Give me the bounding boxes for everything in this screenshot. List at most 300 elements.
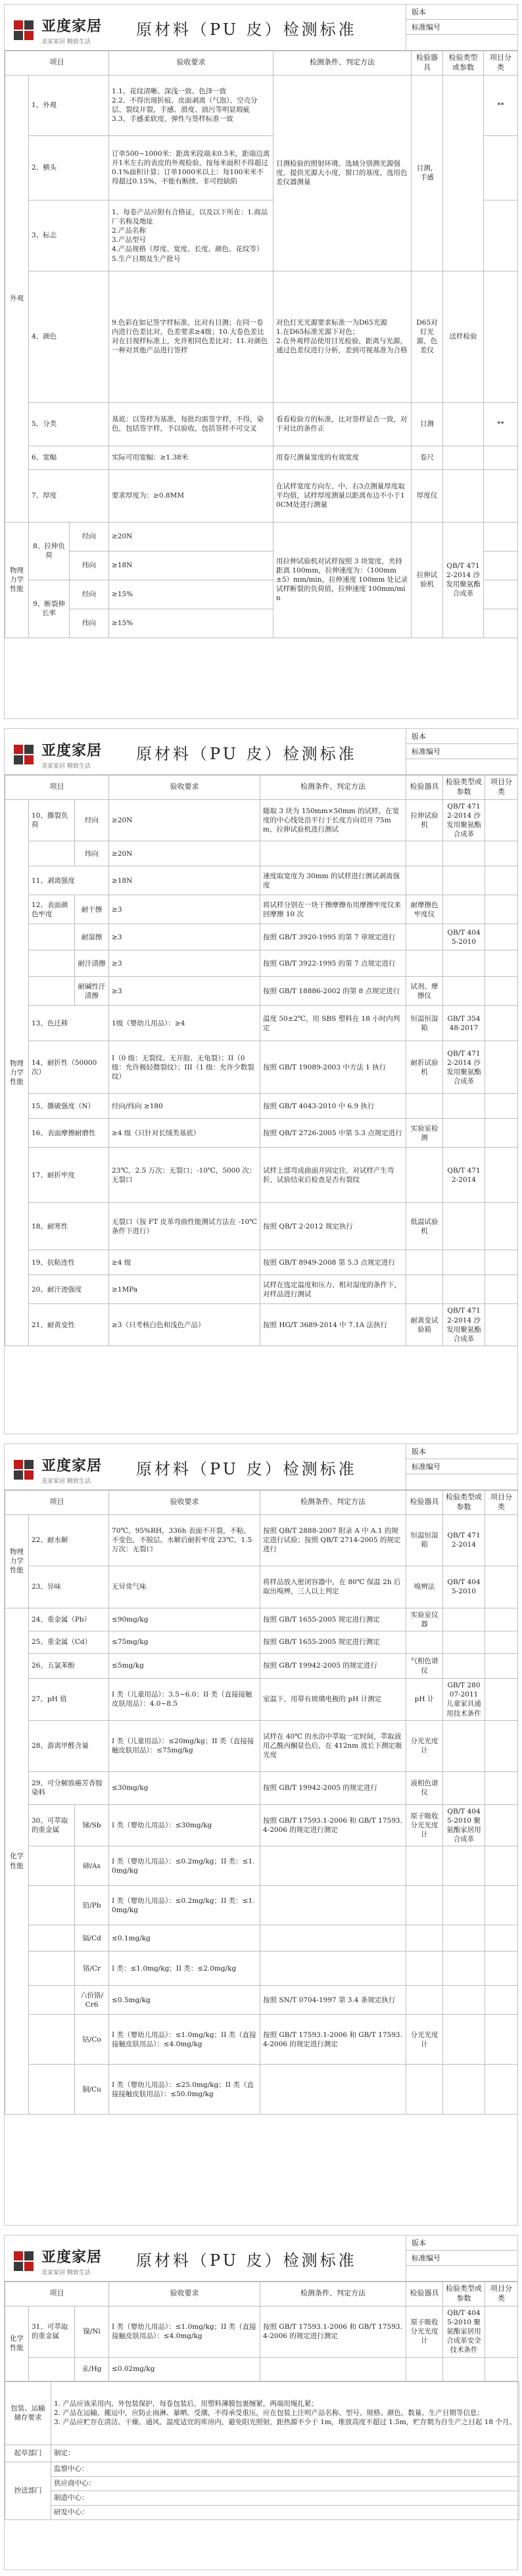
row-level: [485, 2357, 518, 2381]
row-item: 25、重金属（Cd）: [29, 1631, 109, 1654]
tool-appearance: 目测，手感: [412, 75, 443, 271]
logo-mark-icon: [14, 745, 36, 764]
row-sub: 纬向: [75, 841, 109, 866]
col-method: 检测条件、判定方法: [273, 51, 412, 76]
row-ref: [443, 1771, 485, 1804]
dept-label: 起草部门: [5, 2445, 51, 2462]
row-level: [485, 2065, 518, 2115]
col-level: 项目分类: [485, 1491, 518, 1515]
table-row: [5, 1203, 518, 1250]
row-ref: [443, 1952, 485, 1986]
row-method: [260, 841, 406, 866]
table-row: [5, 1986, 518, 2015]
logo-mark-icon: [14, 20, 36, 40]
row-item: 11、剥离强度: [29, 866, 109, 895]
meta-blank: [406, 759, 517, 774]
ref-tensile: QB/T 4712-2014 沙发用聚氨酯合成革: [443, 522, 484, 638]
req-width: 实际可用宽幅：≥1.38米: [109, 446, 273, 469]
row-method: 室温下，用带有玻璃电极的 pH 计测定: [260, 1679, 406, 1721]
page-header: [5, 2236, 517, 2282]
logo-mark-icon: [14, 1460, 36, 1480]
row-ref: [443, 2015, 485, 2065]
table-row: [5, 1250, 518, 1275]
row-level: [485, 1566, 518, 1608]
meta-blank: [406, 1474, 517, 1489]
col-level: 项目分类: [485, 2282, 518, 2307]
col-tool: 检验器具: [406, 776, 443, 800]
row-method: 按照 GB/T 19089-2003 中方法 1 执行: [260, 1041, 406, 1094]
row-level: [485, 1608, 518, 1631]
document-title: 原材料（PU 皮）检测标准: [136, 1460, 357, 1478]
row-requirement: I 类（婴幼儿用品）：≤0.2mg/kg；II 类：≤1.0mg/kg: [109, 1846, 260, 1886]
row-ref: QB/T 4712-2014 沙发用聚氨酯合成革: [443, 1041, 485, 1094]
section-physical: 物理力学性能: [5, 522, 29, 638]
row-level: [485, 1846, 518, 1886]
page-3: [4, 1443, 518, 2226]
row-method: 按照 GB/T 18886-2002 的第 8 点规定进行: [260, 977, 406, 1006]
row-sub: 耐碱性汗渍擦: [75, 977, 109, 1006]
meta-box: [406, 2236, 517, 2281]
row-level: [485, 895, 518, 924]
req-edge: 订单500~1000米：距离米段端末0.5米，距端边离开1米左右的表皮的外观检验，按每米面积不得超过0.1%面积计算；订单1000米以上：每100米米不得超过0.15%，不能有断续、非可控缺陷: [109, 135, 273, 200]
distribution-row: 监察中心：: [51, 2462, 519, 2476]
tool-class: 目测: [412, 402, 443, 446]
row-tool: [406, 1250, 443, 1275]
row-level: [485, 924, 518, 950]
table-row: [5, 841, 518, 866]
page-header: [5, 1444, 517, 1490]
row-ref: QB/T 4712-2014: [443, 1514, 485, 1566]
table-row: [5, 1608, 518, 1631]
row-item: [29, 2357, 75, 2381]
table-row: [5, 950, 518, 977]
row-requirement: I 类：≤1.0mg/kg；II 类：≤2.0mg/kg: [109, 1952, 260, 1986]
req-class: 基底：以签样为基准，每批均需签字样，不得，染色，包括签字样，予以验收，包括签样不可交叉: [109, 402, 273, 446]
item-elongation: 9、断裂伸长率: [29, 580, 70, 638]
row-requirement: ≤30mg/kg: [109, 1771, 260, 1804]
table-row: [5, 1119, 518, 1148]
row-tool: [406, 1886, 443, 1925]
row-item: 28、游离甲醛含量: [29, 1720, 109, 1771]
row-ref: QB/T 4045-2010 聚氨酯家居用合成革: [443, 1804, 485, 1846]
page-1: [4, 4, 518, 719]
row-level: [485, 1631, 518, 1654]
row-method: 按照 SN/T 0704-1997 第 3.4 条规定执行: [260, 1986, 406, 2015]
row-item: 17、耐折牢度: [29, 1148, 109, 1203]
row-method: 将试样分别在一块干擦摩擦布用摩擦牢度仪来回摩擦 10 次: [260, 895, 406, 924]
col-requirement: 验收要求: [109, 51, 273, 76]
row-item: 30、可萃取的重金属: [29, 1804, 75, 1846]
row-method: 温度 50±2℃，用 SBS 塑料在 18 小时内判定: [260, 1006, 406, 1041]
row-item: 24、重金属（Pb）: [29, 1608, 109, 1631]
row-tool: 分光光度计: [406, 2015, 443, 2065]
item-edge: 2、横头: [29, 135, 109, 200]
meta-version: 版本: [406, 2236, 517, 2251]
tool-width: 卷尺: [412, 446, 443, 469]
row-method: 按照 GB/T 4043-2010 中 6.9 执行: [260, 1094, 406, 1119]
row-item: [29, 2065, 75, 2115]
col-item: 项目: [5, 1491, 109, 1515]
row-requirement: ≥20N: [109, 799, 260, 841]
row-method: 按照 GB/T 19942-2005 的规定进行: [260, 1654, 406, 1679]
row-requirement: ≥18N: [109, 866, 260, 895]
col-ref: 检验类型或参数: [443, 2282, 485, 2307]
row-requirement: I 类（婴幼儿用品）：≤1.0mg/kg；II 类（直接接触皮肤用品）：≤4.0mg/kg: [109, 2015, 260, 2065]
table-row: [5, 1304, 518, 1346]
spec-table: [5, 775, 518, 1346]
meta-blank: [406, 35, 517, 50]
row-tool: 液相色谱仪: [406, 1771, 443, 1804]
row-ref: QB/T 4045-2010: [443, 924, 485, 950]
tensile-warp: 经向: [70, 522, 109, 551]
row-item: 23、异味: [29, 1566, 109, 1608]
row-requirement: ≥3: [109, 977, 260, 1006]
row-level: [485, 1654, 518, 1679]
table-row: [5, 1654, 518, 1679]
table-row: [5, 1720, 518, 1771]
meta-box: [406, 5, 517, 50]
req-tensile-weft: ≥18N: [109, 551, 273, 580]
row-tool: [406, 1846, 443, 1886]
row-requirement: ≥3: [109, 895, 260, 924]
row-ref: QB/T 4045-2010 聚氨酯家居用合成革安全技术条件: [443, 2306, 485, 2357]
meta-version: 版本: [406, 1444, 517, 1459]
packaging-label: 包装、运输储存要求: [5, 2381, 51, 2445]
row-item: 13、色迁移: [29, 1006, 109, 1041]
row-ref: [443, 1094, 485, 1119]
row-item: 27、pH 值: [29, 1679, 109, 1721]
req-color: 9.色彩在如记签字样标准，比对有目测；在同一卷内进行色差比对，色差要求≥4级；10.大卷色差比对在目视样标准上，允许相同色差比对；11.对颜色一种对其他产品进行签样: [109, 271, 273, 402]
method-appearance: 目测检验的照射环境，选域分别测光源强度，提供光源大小度，窗口的基度，选用色差仪器测量: [273, 75, 412, 271]
table-row: [5, 2065, 518, 2115]
row-level: [485, 2306, 518, 2357]
document-title: 原材料（PU 皮）检测标准: [136, 745, 357, 763]
row-sub: 铅/Pb: [75, 1886, 109, 1925]
table-row: [5, 1846, 518, 1886]
row-requirement: ≥3: [109, 924, 260, 950]
brand-logo: [14, 15, 102, 45]
col-method: 检测条件、判定方法: [260, 776, 406, 800]
method-tensile: 用拉伸试验机对试样按照 3 块宽度，夹持距离 100mm，拉伸速度为：（100mm±5）mm/min，拉伸速度 100mm 处记录试样断裂的负荷值，拉伸速度 100mm/min: [273, 522, 412, 638]
req-marking: 1、每卷产品应附有合格证，以及以下所在：1.商品厂名称及地址 2.产品名称 3.产品型号 4.产品规格（厚度、宽度、长度、颜色、花纹等） 5.生产日期及生产批号: [109, 200, 273, 271]
row-sub: 镉/Cd: [75, 1925, 109, 1952]
brand-logo: [14, 1455, 102, 1485]
method-color: 对色灯光光源要求标准一为D65光源 1.在D65标准光源下对色； 2.在外观样品使用目光检验，距离与光源，通过色差仪进行分析，差到可视基准为合格: [273, 271, 412, 402]
row-tool: [406, 841, 443, 866]
page-4: [4, 2235, 518, 2570]
item-thickness: 7、厚度: [29, 469, 109, 522]
table-row: [5, 1679, 518, 1721]
row-requirement: ≤75mg/kg: [109, 1631, 260, 1654]
row-requirement: 无裂口（按 FT 皮革弯曲性能测试方法在 -10℃ 条件下进行）: [109, 1203, 260, 1250]
row-level: [485, 1925, 518, 1952]
row-level: [485, 1203, 518, 1250]
row-requirement: I 类（儿童用品）：≤20mg/kg；II 类（直接接触皮肤用品）：≤75mg/kg: [109, 1720, 260, 1771]
row-level: [485, 1771, 518, 1804]
row-item: [29, 2015, 75, 2065]
col-requirement: 验收要求: [109, 2282, 260, 2307]
distribution-row: 供应商中心：: [51, 2476, 519, 2491]
row-requirement: I 类（婴幼儿用品）：≤0.2mg/kg；II 类：≤1.0mg/kg: [109, 1886, 260, 1925]
row-level: [485, 1720, 518, 1771]
row-sub: 铜/Cu: [75, 2065, 109, 2115]
row-requirement: ≥3: [109, 950, 260, 977]
table-row: [5, 1631, 518, 1654]
req-elong-warp: ≥15%: [109, 580, 273, 609]
elong-warp: 经向: [70, 580, 109, 609]
row-item: 19、抗粘连性: [29, 1250, 109, 1275]
row-item: 16、表面摩擦耐磨性: [29, 1119, 109, 1148]
row-item: 15、撕破强度（N）: [29, 1094, 109, 1119]
row-item: [29, 1952, 75, 1986]
table-row: [5, 1514, 518, 1566]
row-ref: [443, 2357, 485, 2381]
row-ref: GB/T 35448-2017: [443, 1006, 485, 1041]
meta-standard-no: 标准编号: [406, 2251, 517, 2266]
row-tool: pH 计: [406, 1679, 443, 1721]
table-row: [5, 1566, 518, 1608]
row-method: 按照 GB/T 17593.1-2006 和 GB/T 17593.4-2006 的规定进行测定: [260, 1804, 406, 1846]
row-ref: [443, 2065, 485, 2115]
spec-table: [5, 2282, 518, 2381]
col-level: 项目分类: [484, 51, 518, 76]
col-ref: 检验类型或参数: [443, 51, 484, 76]
row-sub: 钴/Co: [75, 2015, 109, 2065]
table-row: [5, 2357, 518, 2381]
row-requirement: ≤90mg/kg: [109, 1608, 260, 1631]
row-sub: 砷/As: [75, 1846, 109, 1886]
row-ref: [443, 1631, 485, 1654]
row-requirement: ≥4 级: [109, 1250, 260, 1275]
row-item: 29、可分解致癌芳香胺染料: [29, 1771, 109, 1804]
meta-box: [406, 729, 517, 774]
distribution-label: 抄送部门: [5, 2462, 51, 2519]
row-level: [485, 1514, 518, 1566]
logo-slogan: 美家家居 精致生活: [41, 2270, 91, 2276]
row-ref: GB/T 28007-2011 儿童家具通用技术条件: [443, 1679, 485, 1721]
method-thickness: 在试样宽度方向左、中、右3点测量厚度取平均值，试样厚度测量以距离布边不小于10CM处进行测量: [273, 469, 412, 522]
item-appearance: 1、外观: [29, 75, 109, 135]
row-requirement: ≤0.02mg/kg: [109, 2357, 260, 2381]
row-method: 将样品放入密闭容器中，在 80℃ 保温 2h 后取出嗅辨，三人以上判定: [260, 1566, 406, 1608]
row-method: 速度取宽度为 30mm 的试样进行测试剥离强度: [260, 866, 406, 895]
row-tool: [406, 2065, 443, 2115]
row-method: 按照 GB/T 1655-2005 规定进行测定: [260, 1608, 406, 1631]
row-level: [485, 2015, 518, 2065]
packaging-text: 1. 产品应该采用内、外包装保护，每卷包装后，用塑料薄膜包裹缠紧，两端用绳扎紧； 2. 产品在运输、搬运中，应防止雨淋、暴晒、受潮，不得承受重压，应在包装上注明产品名称、型号、规格、颜色、数量、生产日期等信息； 3. 产品应贮存在清洁、干燥、通风、温度适宜的库房内，避免阳光照射，距热源不少于 1m，堆放高度不超过 1.5m，贮存期为自生产之日起 18 个月。: [51, 2381, 519, 2445]
row-sub: 耐汗渍擦: [75, 950, 109, 977]
row-tool: 原子吸收分光光度计: [406, 2306, 443, 2357]
row-ref: QB/T 4712-2014: [443, 1148, 485, 1203]
logo-slogan: 美家家居 精致生活: [41, 1478, 91, 1485]
col-tool: 检验器具: [412, 51, 443, 76]
row-level: [485, 1006, 518, 1041]
spec-table: [5, 1490, 518, 2115]
row-ref: [443, 1275, 485, 1304]
row-ref: [443, 1119, 485, 1148]
page-header: [5, 729, 517, 775]
row-method: 按照 GB/T 3922-1995 的第 7 点规定进行: [260, 950, 406, 977]
table-row: [5, 1006, 518, 1041]
section-appearance: 外观: [5, 75, 29, 522]
item-marking: 3、标志: [29, 200, 109, 271]
brand-logo: [14, 739, 102, 770]
section-label: 物理力学性能: [5, 1514, 29, 1608]
table-row: [5, 1041, 518, 1094]
row-item: 22、耐水解: [29, 1514, 109, 1566]
table-row: [5, 895, 518, 924]
row-level: [485, 1094, 518, 1119]
col-item: 项目: [5, 51, 109, 76]
row-level: [485, 1952, 518, 1986]
method-width: 用卷尺测量宽度的有效宽度: [273, 446, 412, 469]
col-item: 项目: [5, 776, 109, 800]
col-method: 检测条件、判定方法: [260, 1491, 406, 1515]
row-method: 按照 QB/T 2726-2005 中第 5.3 点规定进行: [260, 1119, 406, 1148]
table-row: [5, 977, 518, 1006]
meta-standard-no: 标准编号: [406, 20, 517, 35]
row-ref: [443, 977, 485, 1006]
row-requirement: ≥4 级（只针对长绒类基底）: [109, 1119, 260, 1148]
row-tool: 实验室检测: [406, 1119, 443, 1148]
row-ref: [443, 1846, 485, 1886]
row-item: [29, 924, 75, 950]
table-row: [5, 924, 518, 950]
col-requirement: 验收要求: [109, 776, 260, 800]
row-requirement: 无异常气味: [109, 1566, 260, 1608]
row-ref: [443, 895, 485, 924]
row-sub: 六价铬/Cr6: [75, 1986, 109, 2015]
row-item: [29, 1846, 75, 1886]
document-title: 原材料（PU 皮）检测标准: [136, 20, 357, 39]
row-sub: 镍/Ni: [75, 2306, 109, 2357]
row-ref: [443, 1250, 485, 1275]
row-requirement: I（0 级：无裂纹、无开胶、无龟裂）；II（0 级：允许极轻微裂纹）；III（1 级：允许少数裂纹）: [109, 1041, 260, 1094]
row-tool: [406, 2357, 443, 2381]
row-level: [485, 1250, 518, 1275]
logo-slogan: 美家家居 精致生活: [41, 763, 91, 770]
meta-version: 版本: [406, 729, 517, 744]
row-method: 按照 GB/T 17593.1-2006 和 GB/T 17593.4-2006 的规定进行测定: [260, 2306, 406, 2357]
row-item: 20、耐汗迹强度: [29, 1275, 109, 1304]
row-item: [29, 950, 75, 977]
table-row: [5, 799, 518, 841]
row-tool: 恒温恒湿箱: [406, 1006, 443, 1041]
row-requirement: 70℃，95%RH，336h 表面不开裂，不粘，不变色，不脱层。水解后耐折牢度 23℃，1.5 万次：无裂口: [109, 1514, 260, 1566]
row-sub: 经向: [75, 799, 109, 841]
item-class: 5、分类: [29, 402, 109, 446]
row-item: [29, 1925, 75, 1952]
row-tool: [406, 1631, 443, 1654]
row-ref: QB/T 4045-2010: [443, 1566, 485, 1608]
page-header: [5, 5, 517, 51]
table-row: [5, 2306, 518, 2357]
row-tool: [406, 1148, 443, 1203]
ref-color: 送样检验: [443, 271, 484, 402]
row-requirement: ≤5mg/kg: [109, 1654, 260, 1679]
row-method: 按照 QB/T 2888-2007 附录 A 中 A.1 的规定进行试验；按照 QB/T 2714-2005 的规定进行: [260, 1514, 406, 1566]
tool-color: D65对灯光源，色差仪: [412, 271, 443, 402]
row-item: 26、五氯苯酚: [29, 1654, 109, 1679]
row-sub: 汞/Hg: [75, 2357, 109, 2381]
row-tool: 耐折试验机: [406, 1041, 443, 1094]
row-sub: 铬/Cr: [75, 1952, 109, 1986]
row-sub: 锑/Sb: [75, 1804, 109, 1846]
dept-sign: 制定：: [51, 2445, 519, 2462]
col-ref: 检验类型或参数: [443, 776, 485, 800]
row-level: [485, 1886, 518, 1925]
row-requirement: 23℃，2.5 万次：无裂口；-10℃，5000 次：无裂口: [109, 1148, 260, 1203]
table-row: [5, 1094, 518, 1119]
row-tool: [406, 924, 443, 950]
row-requirement: I 类（婴幼儿用品）：≤25.0mg/kg；II 类（直接接触皮肤用品）：≤50.0mg/kg: [109, 2065, 260, 2115]
row-method: [260, 2357, 406, 2381]
meta-version: 版本: [406, 5, 517, 20]
section-label: 化学性能: [5, 2306, 29, 2381]
row-item: 21、耐黄变性: [29, 1304, 109, 1346]
row-requirement: I 类（婴幼儿用品）：≤30mg/kg: [109, 1804, 260, 1846]
logo-slogan: 美家家居 精致生活: [41, 39, 91, 45]
row-tool: 拉伸试验机: [406, 799, 443, 841]
row-method: 按照 GB/T 1655-2005 规定进行测定: [260, 1631, 406, 1654]
item-tensile: 8、拉伸负荷: [29, 522, 70, 580]
row-requirement: ≥3（只考核白色和浅色产品）: [109, 1304, 260, 1346]
req-tensile-warp: ≥20N: [109, 522, 273, 551]
row-level: [485, 1986, 518, 2015]
distribution-row: 研发中心：: [51, 2505, 519, 2519]
row-tool: [406, 1952, 443, 1986]
document-title: 原材料（PU 皮）检测标准: [136, 2251, 357, 2270]
row-tool: 分光光度计: [406, 1720, 443, 1771]
row-requirement: I 类（婴幼儿用品）：≤1.0mg/kg；II 类（直接接触皮肤用品）：≤4.0mg/kg: [109, 2306, 260, 2357]
row-requirement: ≥20N: [109, 841, 260, 866]
tool-thickness: 厚度仪: [412, 469, 443, 522]
req-elong-weft: ≥15%: [109, 609, 273, 638]
row-tool: 低温试验机: [406, 1203, 443, 1250]
row-sub: 耐干擦: [75, 895, 109, 924]
table-row: [5, 2015, 518, 2065]
row-tool: 气相色谱仪: [406, 1654, 443, 1679]
page-2: [4, 728, 518, 1434]
row-level: [485, 1275, 518, 1304]
row-tool: [406, 1094, 443, 1119]
col-item: 项目: [5, 2282, 109, 2307]
table-row: [5, 1804, 518, 1846]
meta-standard-no: 标准编号: [406, 744, 517, 759]
row-tool: [406, 950, 443, 977]
elong-weft: 纬向: [70, 609, 109, 638]
req-appearance: 1.1、花纹清晰、深浅一致、色泽一致 2.2、不得出现折痕、皮面剥离（气泡）、空壳分层、裂纹开裂，手感、滑度、油污等明显瑕疵 3.3、手感柔软度、弹性与签样标准一致: [109, 75, 273, 135]
col-tool: 检验器具: [406, 2282, 443, 2307]
row-tool: 试剂、摩擦仪: [406, 977, 443, 1006]
method-class: 看看检验方的标准，比对签样是否一致，对于对比的条件正: [273, 402, 412, 446]
row-method: 按照 GB/T 3920-1995 的第 7 章规定进行: [260, 924, 406, 950]
meta-blank: [406, 2266, 517, 2281]
row-ref: [443, 950, 485, 977]
row-item: 14、耐折性（50000次）: [29, 1041, 109, 1094]
row-ref: [443, 1986, 485, 2015]
row-level: [485, 841, 518, 866]
row-level: [485, 799, 518, 841]
row-requirement: 1级（婴幼儿用品）：≥4: [109, 1006, 260, 1041]
row-requirement: ≤0.5mg/kg: [109, 1986, 260, 2015]
distribution-row: 制造中心：: [51, 2491, 519, 2505]
row-level: [485, 866, 518, 895]
row-method: 试样上部弯成曲面并固定住，对试样产生弯折，试验结束后检查是否有裂纹: [260, 1148, 406, 1203]
row-tool: [406, 866, 443, 895]
row-item: [29, 977, 75, 1006]
row-item: 18、耐寒性: [29, 1203, 109, 1250]
